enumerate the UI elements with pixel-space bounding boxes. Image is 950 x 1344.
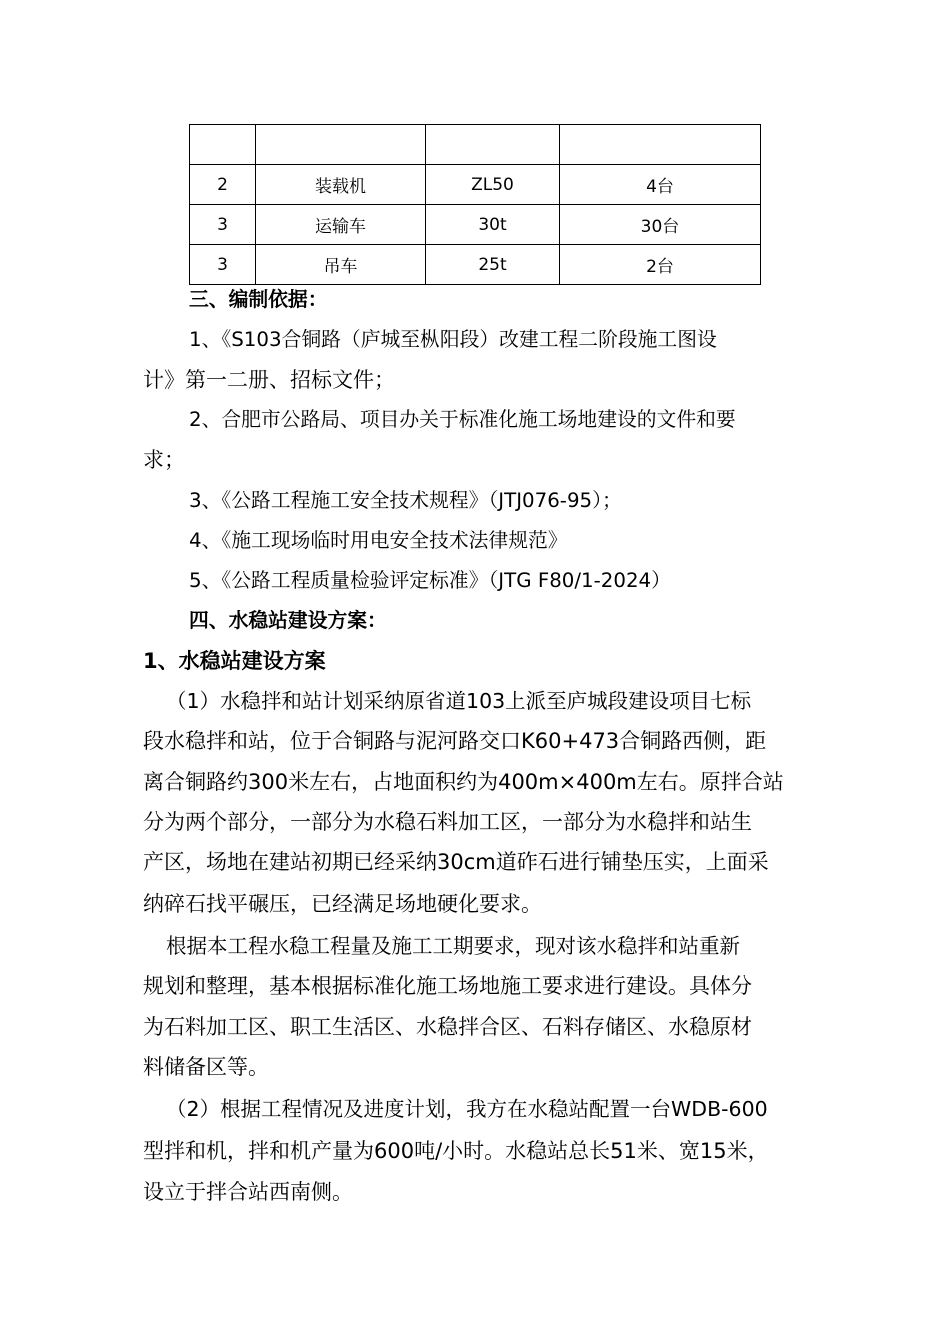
table-cell bbox=[560, 125, 761, 165]
paragraph-line: 设立于拌合站西南侧。 bbox=[143, 1180, 353, 1204]
paragraph-line: 为石料加工区、职工生活区、水稳拌合区、石料存储区、水稳原材 bbox=[143, 1015, 752, 1039]
table-cell: 2 bbox=[190, 165, 256, 205]
table-cell: 30台 bbox=[560, 205, 761, 245]
paragraph-line: 4、《施工现场临时用电安全技术法律规范》 bbox=[189, 529, 568, 552]
section-heading: 三、编制依据： bbox=[189, 288, 328, 311]
paragraph-line: 离合铜路约300米左右，占地面积约为400m×400m左右。原拌合站 bbox=[143, 770, 784, 794]
table-row bbox=[190, 125, 761, 165]
table-cell: 25t bbox=[426, 245, 560, 285]
paragraph-line: 求； bbox=[143, 448, 185, 472]
table-cell: ZL50 bbox=[426, 165, 560, 205]
paragraph-line: 5、《公路工程质量检验评定标准》（JTG F80/1-2024） bbox=[189, 569, 671, 592]
paragraph-line: 产区，场地在建站初期已经采纳30cm道砟石进行铺垫压实，上面采 bbox=[143, 850, 769, 874]
equipment-table bbox=[189, 124, 761, 285]
table-cell: 2台 bbox=[560, 245, 761, 285]
paragraph-line: 根据本工程水稳工程量及施工工期要求，现对该水稳拌和站重新 bbox=[166, 934, 740, 958]
table-row bbox=[190, 245, 761, 285]
paragraph-line: （1）水稳拌和站计划采纳原省道103上派至庐城段建设项目七标 bbox=[166, 689, 752, 713]
subsection-heading: 1、水稳站建设方案 bbox=[143, 649, 326, 673]
table-cell: 3 bbox=[190, 245, 256, 285]
paragraph-line: 2、合肥市公路局、项目办关于标准化施工场地建设的文件和要 bbox=[189, 408, 736, 431]
paragraph-line: 规划和整理，基本根据标准化施工场地施工要求进行建设。具体分 bbox=[143, 974, 752, 998]
table-cell bbox=[426, 125, 560, 165]
table-cell: 运输车 bbox=[256, 205, 426, 245]
table-row bbox=[190, 165, 761, 205]
table-row bbox=[190, 205, 761, 245]
table-cell: 30t bbox=[426, 205, 560, 245]
paragraph-line: 计》第一二册、招标文件； bbox=[143, 368, 395, 392]
table-cell: 3 bbox=[190, 205, 256, 245]
paragraph-line: 1、《S103合铜路（庐城至枞阳段）改建工程二阶段施工图设 bbox=[189, 328, 717, 351]
paragraph-line: 型拌和机，拌和机产量为600吨/小时。水稳站总长51米、宽15米， bbox=[143, 1139, 769, 1163]
paragraph-line: 3、《公路工程施工安全技术规程》（JTJ076-95）； bbox=[189, 489, 622, 512]
table-cell: 装载机 bbox=[256, 165, 426, 205]
paragraph-line: （2）根据工程情况及进度计划，我方在水稳站配置一台WDB-600 bbox=[166, 1097, 768, 1121]
table-cell: 吊车 bbox=[256, 245, 426, 285]
table-cell bbox=[190, 125, 256, 165]
paragraph-line: 料储备区等。 bbox=[143, 1055, 269, 1079]
table-cell: 4台 bbox=[560, 165, 761, 205]
paragraph-line: 分为两个部分，一部分为水稳石料加工区，一部分为水稳拌和站生 bbox=[143, 810, 752, 834]
paragraph-line: 段水稳拌和站，位于合铜路与泥河路交口K60+473合铜路西侧，距 bbox=[143, 729, 767, 753]
table-cell bbox=[256, 125, 426, 165]
paragraph-line: 纳碎石找平碾压，已经满足场地硬化要求。 bbox=[143, 892, 542, 916]
section-heading: 四、水稳站建设方案： bbox=[189, 609, 387, 632]
